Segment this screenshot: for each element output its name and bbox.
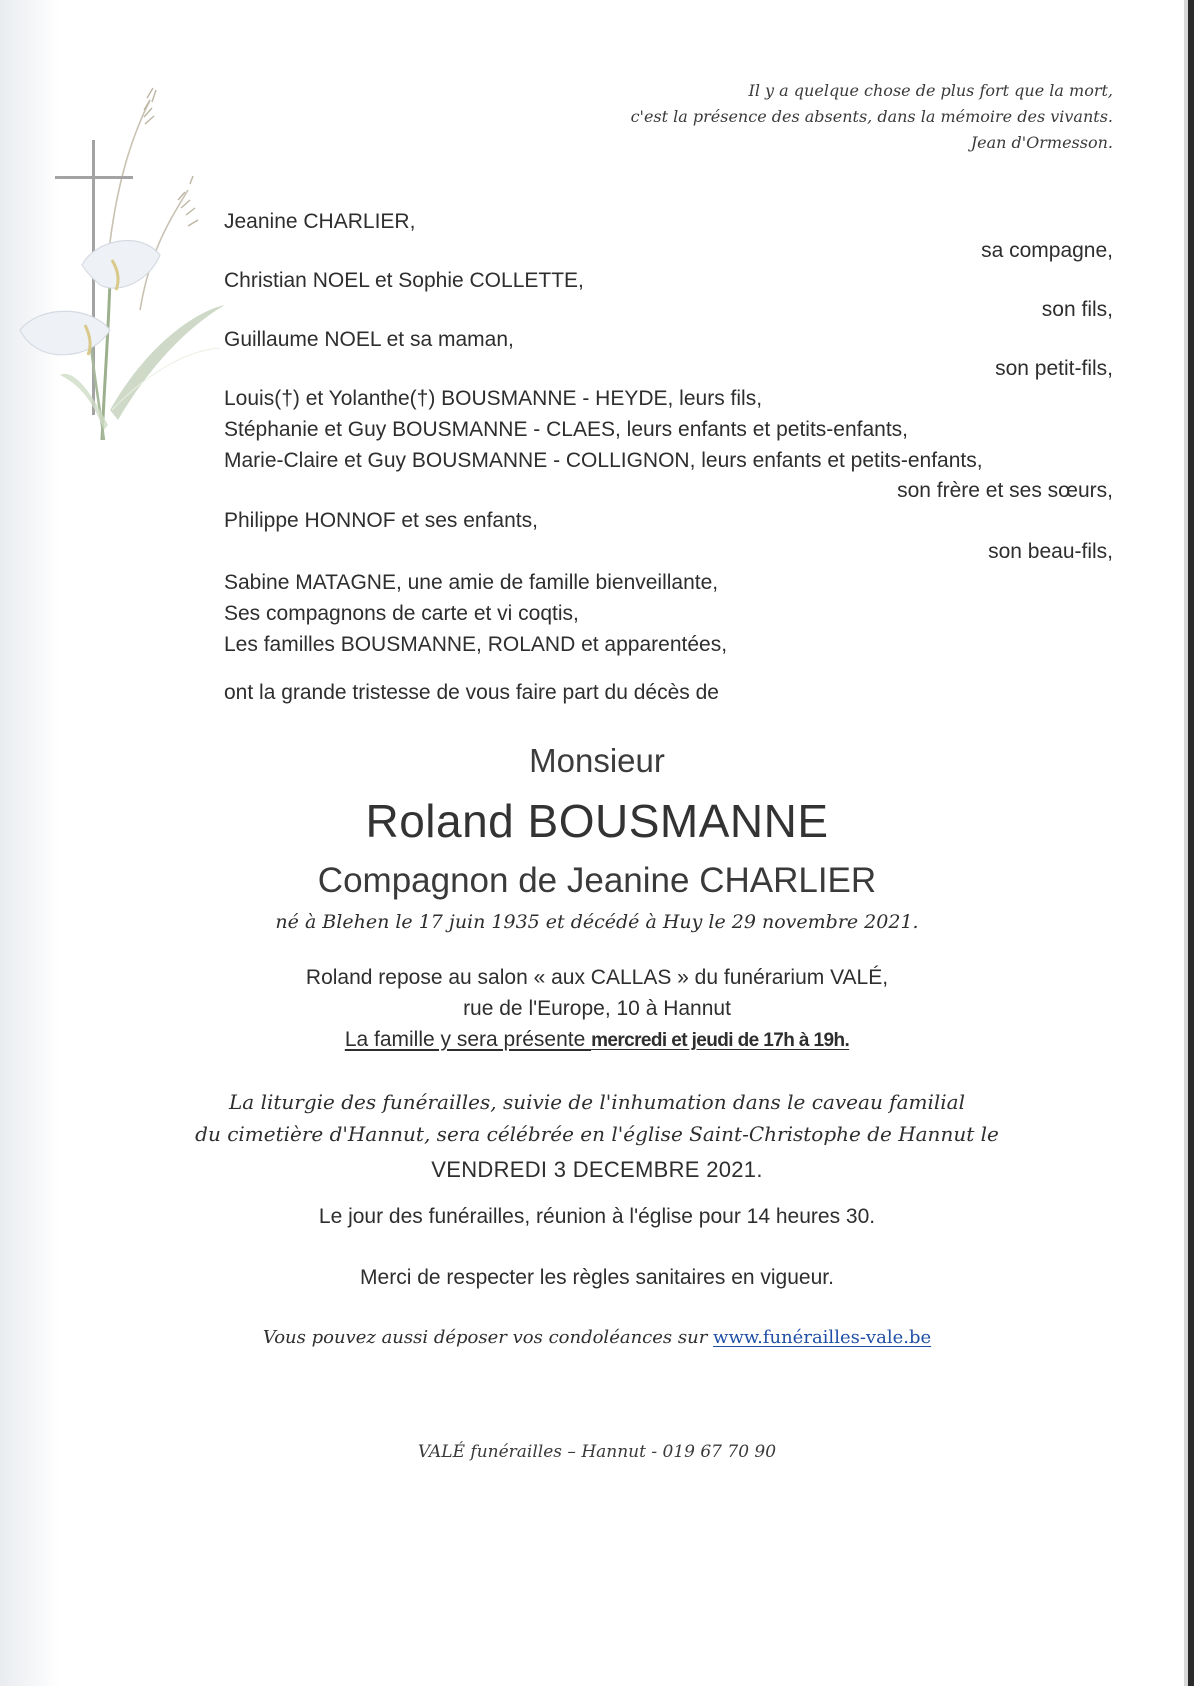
family-member-name: Sabine MATAGNE, une amie de famille bienveillante,: [224, 571, 719, 594]
condolences-line: [0, 1327, 1194, 1348]
quote-line-1: Il y a quelque chose de plus fort que la mort,: [748, 81, 1113, 100]
visitation-line-3: [0, 1028, 1194, 1052]
family-member-name: Jeanine CHARLIER,: [224, 210, 416, 233]
meeting-info: Le jour des funérailles, réunion à l'église pour 14 heures 30.: [318, 1205, 876, 1228]
funeral-home-footer: VALÉ funérailles – Hannut - 019 67 70 90: [417, 1442, 777, 1462]
family-member-name: Christian NOEL et Sophie COLLETTE,: [224, 269, 584, 292]
condolences-text: Vous pouvez aussi déposer vos condoléances sur: [262, 1327, 714, 1348]
family-member-name: Louis(†) et Yolanthe(†) BOUSMANNE - HEYDE, leurs fils,: [224, 387, 763, 410]
family-relation: sa compagne,: [981, 239, 1113, 262]
family-member-name: Guillaume NOEL et sa maman,: [224, 328, 514, 351]
cross-and-lilies-illustration: [0, 80, 230, 500]
family-relation: son frère et ses sœurs,: [897, 479, 1113, 502]
family-relation: son beau-fils,: [988, 540, 1113, 563]
condolences-link[interactable]: www.funérailles-vale.be: [713, 1327, 932, 1348]
family-member-name: Marie-Claire et Guy BOUSMANNE - COLLIGNON, leurs enfants et petits-enfants,: [224, 449, 983, 472]
visitation-presence-text: La famille y sera présente: [344, 1028, 592, 1051]
family-relation: son fils,: [1041, 298, 1113, 321]
family-member-name: Stéphanie et Guy BOUSMANNE - CLAES, leurs enfants et petits-enfants,: [224, 418, 908, 441]
deceased-subtitle: Compagnon de Jeanine CHARLIER: [317, 861, 877, 900]
visitation-hours: mercredi et jeudi de 17h à 19h.: [591, 1030, 850, 1051]
sanitary-notice: Merci de respecter les règles sanitaires en vigueur.: [360, 1266, 834, 1289]
funeral-date: VENDREDI 3 DECEMBRE 2021.: [431, 1157, 763, 1182]
family-member-name: Les familles BOUSMANNE, ROLAND et apparentées,: [224, 633, 728, 656]
announcement-text: ont la grande tristesse de vous faire part du décès de: [224, 681, 719, 704]
birth-death-dates: né à Blehen le 17 juin 1935 et décédé à Huy le 29 novembre 2021.: [275, 911, 919, 933]
ceremony-line-2: du cimetière d'Hannut, sera célébrée en l'église Saint-Christophe de Hannut le: [195, 1122, 999, 1146]
quote-author: Jean d'Ormesson.: [970, 133, 1113, 152]
quote-line-2: c'est la présence des absents, dans la mémoire des vivants.: [630, 107, 1113, 126]
visitation-line-2: rue de l'Europe, 10 à Hannut: [463, 997, 731, 1020]
visitation-line-1: Roland repose au salon « aux CALLAS » du funérarium VALÉ,: [305, 966, 889, 989]
cross-horizontal: [55, 176, 133, 179]
deceased-title: Monsieur: [529, 742, 665, 779]
family-relation: son petit-fils,: [995, 357, 1113, 380]
ceremony-line-1: La liturgie des funérailles, suivie de l'inhumation dans le caveau familial: [229, 1090, 965, 1114]
family-member-name: Ses compagnons de carte et vi coqtis,: [224, 602, 579, 625]
family-member-name: Philippe HONNOF et ses enfants,: [224, 509, 538, 532]
epigraph-quote: [631, 78, 1113, 156]
deceased-name: Roland BOUSMANNE: [365, 795, 829, 847]
